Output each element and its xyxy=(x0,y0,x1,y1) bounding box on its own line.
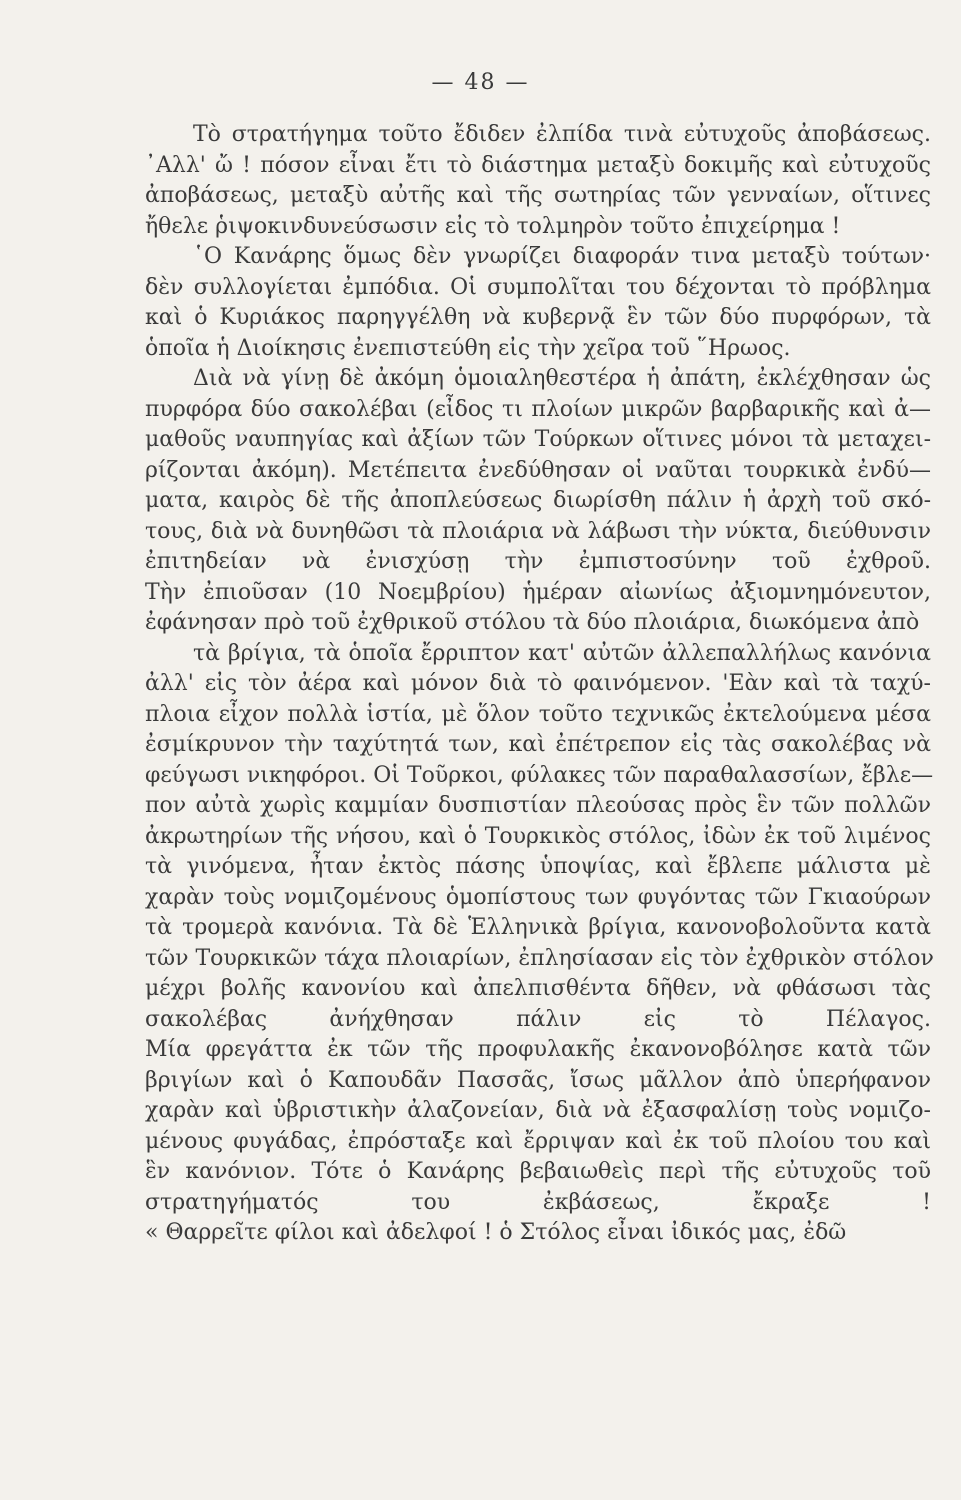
text-line xyxy=(145,1371,931,1402)
text-line: τους, διὰ νὰ δυνηθῶσι τὰ πλοιάρια νὰ λάβωσι τὴν νύκτα, διεύθυνσιν xyxy=(145,518,931,544)
text-line: μέχρι βολῆς κανονίου καὶ ἀπελπισθέντα δῆθεν, νὰ φθάσωσι τὰς xyxy=(145,976,931,1001)
text-line: ᾿Αλλ' ὤ ! πόσον εἶναι ἔτι τὸ διάστημα μεταξὺ δοκιμῆς καὶ εὐτυχοῦς xyxy=(145,152,931,178)
text-line: Διὰ νὰ γίνῃ δὲ ἀκόμη ὁμοιαληθεστέρα ἡ ἀπάτη, ἐκλέχθησαν ὡς xyxy=(193,366,931,391)
text-line: ἐφάνησαν πρὸ τοῦ ἐχθρικοῦ στόλου τὰ δύο πλοιάρια, διωκόμενα ἀπὸ xyxy=(145,610,920,635)
text-line: ἓν κανόνιον. Τότε ὁ Κανάρης βεβαιωθεὶς περὶ τῆς εὐτυχοῦς τοῦ xyxy=(145,1159,931,1184)
text-line: ρίζονται ἀκόμη). Μετέπειτα ἐνεδύθησαν οἱ ναῦται τουρκικὰ ἐνδύ— xyxy=(145,457,931,483)
text-line xyxy=(145,1249,931,1280)
text-line: χαρὰν τοὺς νομιζομένους ὁμοπίστους των φυγόντας τῶν Γκιαούρων xyxy=(145,884,931,910)
text-line: φεύγωσι νικηφόροι. Οἱ Τοῦρκοι, φύλακες τῶν παραθαλασσίων, ἔβλε— xyxy=(145,762,934,788)
text-line xyxy=(145,1279,931,1310)
text-line: στρατηγήματός του ἐκβάσεως, ἔκραξε ! xyxy=(145,1189,931,1215)
text-line: « Θαρρεῖτε φίλοι καὶ ἀδελφοί ! ὁ Στόλος εἶναι ἰδικός μας, ἐδῶ xyxy=(145,1220,847,1245)
text-line: ἤθελε ῥιψοκινδυνεύσωσιν εἰς τὸ τολμηρὸν τοῦτο ἐπιχείρημα ! xyxy=(145,213,841,239)
text-line: Μία φρεγάττα ἐκ τῶν τῆς προφυλακῆς ἐκανονοβόλησε κατὰ τῶν xyxy=(145,1037,931,1062)
text-line: μένους φυγάδας, ἐπρόσταξε καὶ ἔρριψαν καὶ ἐκ τοῦ πλοίου του καὶ xyxy=(145,1128,931,1154)
text-line: τὰ βρίγια, τὰ ὁποῖα ἔρριπτον κατ' αὐτῶν ἀλλεπαλλήλως κανόνια xyxy=(193,640,931,666)
text-line: πλοια εἶχον πολλὰ ἱστία, μὲ ὅλον τοῦτο τεχνικῶς ἐκτελούμενα μέσα xyxy=(145,701,931,727)
text-line: καὶ ὁ Κυριάκος παρηγγέλθη νὰ κυβερνᾷ ἓν τῶν δύο πυρφόρων, τὰ xyxy=(145,305,931,330)
text-line: Τὸ στρατήγημα τοῦτο ἔδιδεν ἐλπίδα τινὰ εὐτυχοῦς ἀποβάσεως. xyxy=(193,122,931,147)
text-line xyxy=(145,1462,931,1493)
page-number: — 48 — xyxy=(431,70,530,95)
text-line: μαθοῦς ναυπηγίας καὶ ἀξίων τῶν Τούρκων οἵτινες μόνοι τὰ μεταχει- xyxy=(145,427,931,452)
text-line: Τὴν ἐπιοῦσαν (10 Νοεμβρίου) ἡμέραν αἰωνίως ἀξιομνημόνευτον, xyxy=(145,579,931,605)
text-line: ἐσμίκρυνον τὴν ταχύτητά των, καὶ ἐπέτρεπον εἰς τὰς σακολέβας νὰ xyxy=(145,732,931,757)
text-line: ἀκρωτηρίων τῆς νήσου, καὶ ὁ Τουρκικὸς στόλος, ἰδὼν ἐκ τοῦ λιμένος xyxy=(145,823,931,849)
text-line: σακολέβας ἀνήχθησαν πάλιν εἰς τὸ Πέλαγος. xyxy=(145,1006,931,1032)
text-line: χαρὰν καὶ ὑβριστικὴν ἀλαζονείαν, διὰ νὰ ἐξασφαλίσῃ τοὺς νομιζο- xyxy=(145,1098,931,1123)
text-line: τὰ τρομερὰ κανόνια. Τὰ δὲ Ἑλληνικὰ βρίγια, κανονοβολοῦντα κατὰ xyxy=(145,915,931,940)
text-line xyxy=(145,1310,931,1341)
text-line: ὁποῖα ἡ Διοίκησις ἐνεπιστεύθη εἰς τὴν χεῖρα τοῦ ῞Ηρωος. xyxy=(145,335,791,361)
text-line: τῶν Τουρκικῶν τάχα πλοιαρίων, ἐπλησίασαν εἰς τὸν ἐχθρικὸν στόλον xyxy=(145,945,934,971)
text-line: πυρφόρα δύο σακολέβαι (εἶδος τι πλοίων μικρῶν βαρβαρικῆς καὶ ἀ— xyxy=(145,396,931,422)
text-line xyxy=(145,1340,931,1371)
text-line: δὲν συλλογίεται ἐμπόδια. Οἱ συμπολῖται του δέχονται τὸ πρόβλημα xyxy=(145,274,931,300)
text-line: πον αὐτὰ χωρὶς καμμίαν δυσπιστίαν πλεούσας πρὸς ἓν τῶν πολλῶν xyxy=(145,793,931,818)
text-line: ἀποβάσεως, μεταξὺ αὐτῆς καὶ τῆς σωτηρίας τῶν γενναίων, οἵτινες xyxy=(145,183,931,208)
text-line: βριγίων καὶ ὁ Καπουδᾶν Πασσᾶς, ἴσως μᾶλλον ἀπὸ ὑπερήφανον xyxy=(145,1067,931,1093)
text-line: τὰ γινόμενα, ἦταν ἐκτὸς πάσης ὑποψίας, καὶ ἔβλεπε μάλιστα μὲ xyxy=(145,854,931,879)
text-line: ῾Ο Κανάρης ὅμως δὲν γνωρίζει διαφοράν τινα μεταξὺ τούτων· xyxy=(193,244,931,269)
body-text xyxy=(145,120,934,1493)
text-line: ματα, καιρὸς δὲ τῆς ἀποπλεύσεως διωρίσθη πάλιν ἡ ἀρχὴ τοῦ σκό- xyxy=(145,488,931,513)
text-line xyxy=(145,1401,931,1432)
text-line xyxy=(145,1432,931,1463)
text-line: ἐπιτηδείαν νὰ ἐνισχύσῃ τὴν ἐμπιστοσύνην τοῦ ἐχθροῦ. xyxy=(145,549,931,574)
text-line: ἀλλ' εἰς τὸν ἀέρα καὶ μόνον διὰ τὸ φαινόμενον. 'Εὰν καὶ τὰ ταχύ- xyxy=(145,671,931,696)
